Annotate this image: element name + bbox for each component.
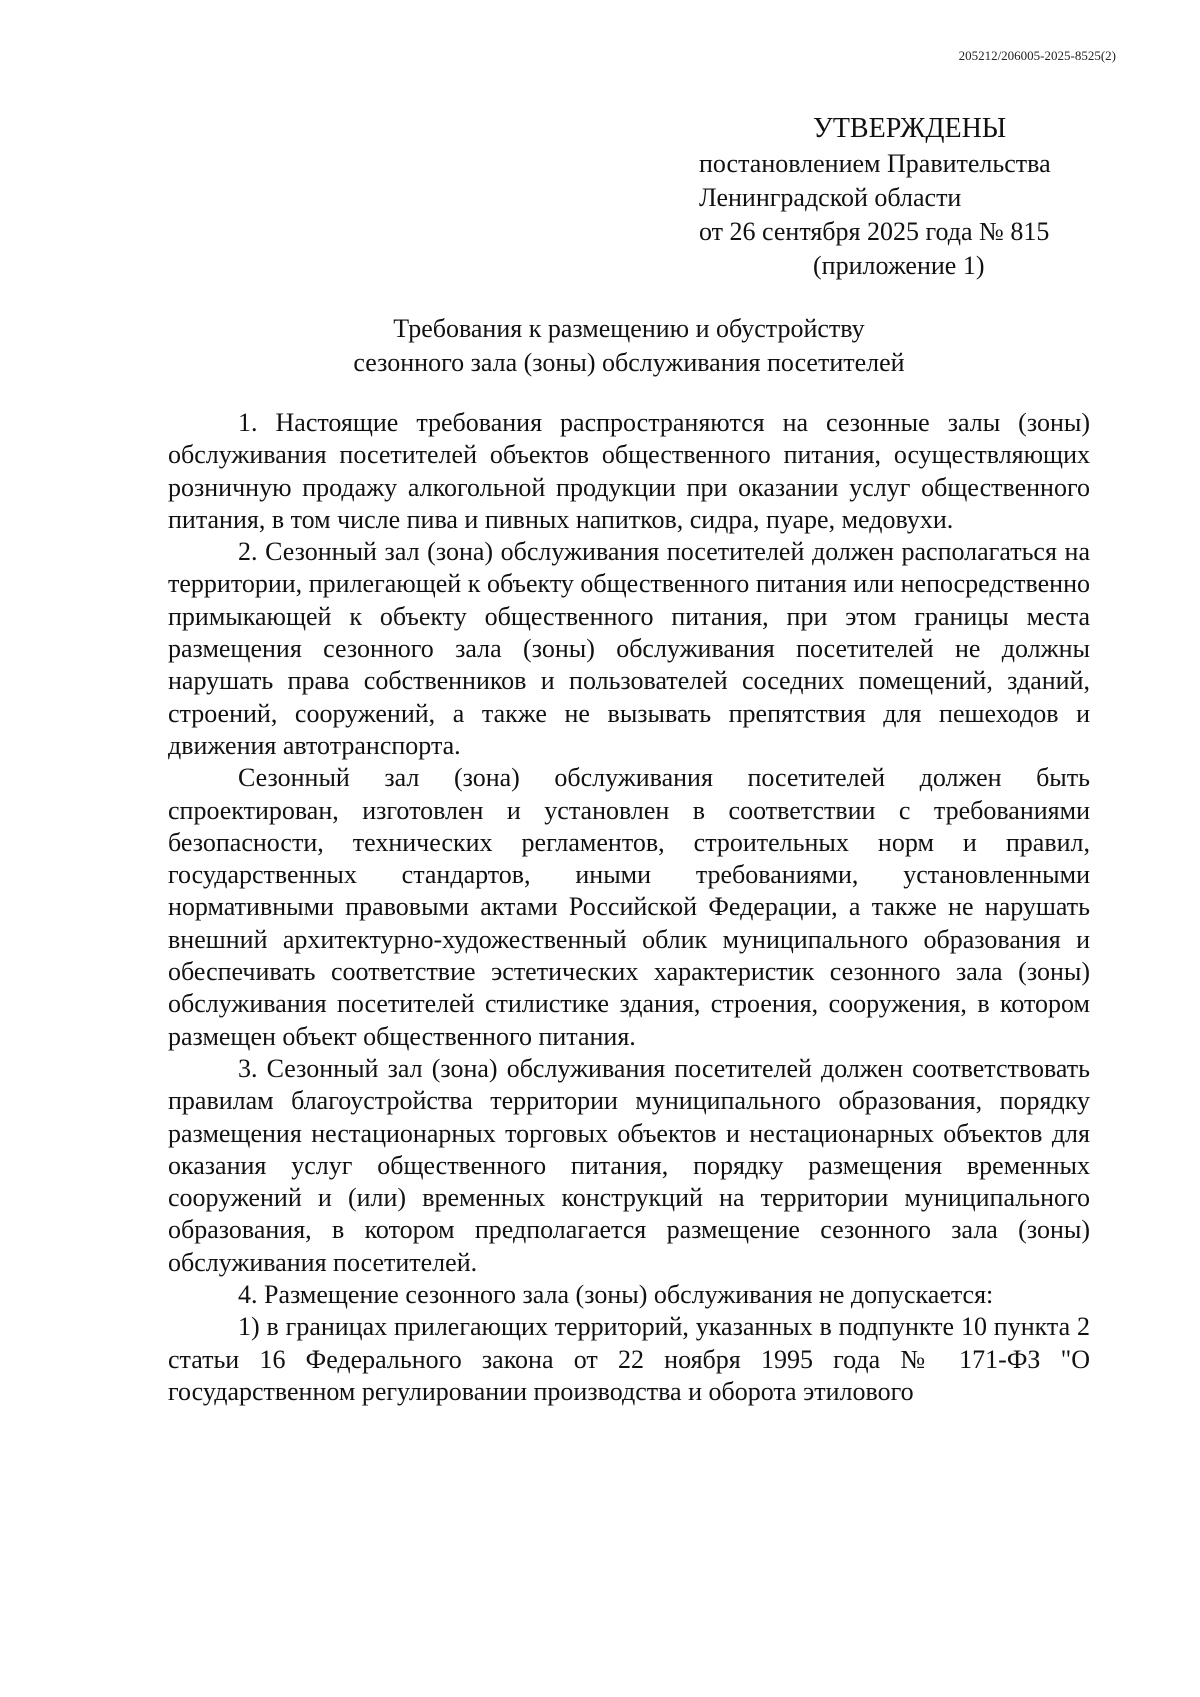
approval-date-line: от 26 сентября 2025 года № 815 bbox=[699, 217, 1050, 246]
paragraph-4: 4. Размещение сезонного зала (зоны) обслуживания не допускается: bbox=[238, 1280, 994, 1310]
document-body bbox=[168, 407, 1090, 1408]
paragraph-4-item-1: 1) в границах прилегающих территорий, указанных в подпункте 10 пункта 2 статьи 16 Федерального закона от 22 ноября 1995 года № 171-ФЗ "О государственном регулировании производства и оборота этилового bbox=[168, 1312, 1090, 1406]
paragraph-2: 2. Сезонный зал (зона) обслуживания посетителей должен располагаться на территории, прилегающей к объекту общественного питания или непосредственно примыкающей к объекту общественного питания, при этом границы места размещения сезонного зала (зоны) обслуживания посетителей не должны нарушать права собственников и пользователей соседних помещений, зданий, строений, сооружений, а также не вызывать препятствия для пешеходов и движения автотранспорта. bbox=[168, 537, 1090, 760]
approval-region-line: Ленинградской области bbox=[699, 183, 962, 212]
document-title-line-2: сезонного зала (зоны) обслуживания посетителей bbox=[353, 348, 905, 377]
paragraph-2-continued: Сезонный зал (зона) обслуживания посетителей должен быть спроектирован, изготовлен и установлен в соответствии с требованиями безопасности, технических регламентов, строительных норм и правил, государственных стандартов, иными требованиями, установленными нормативными правовыми актами Российской Федерации, а также не нарушать внешний архитектурно-художественный облик муниципального образования и обеспечивать соответствие эстетических характеристик сезонного зала (зоны) обслуживания посетителей стилистике здания, строения, сооружения, в котором размещен объект общественного питания. bbox=[168, 763, 1090, 1051]
approval-resolution-line: постановлением Правительства bbox=[699, 149, 1051, 178]
document-title-line-1: Требования к размещению и обустройству bbox=[393, 314, 865, 343]
approval-block bbox=[699, 112, 1119, 283]
appendix-label: (приложение 1) bbox=[813, 251, 985, 280]
registration-number: 205212/206005-2025-8525(2) bbox=[958, 48, 1116, 63]
paragraph-3: 3. Сезонный зал (зона) обслуживания посетителей должен соответствовать правилам благоустройства территории муниципального образования, порядку размещения нестационарных торговых объектов и нестационарных объектов для оказания услуг общественного питания, порядку размещения временных сооружений и (или) временных конструкций на территории муниципального образования, в котором предполагается размещение сезонного зала (зоны) обслуживания посетителей. bbox=[168, 1053, 1090, 1277]
approved-heading: УТВЕРЖДЕНЫ bbox=[813, 113, 1007, 144]
document-title bbox=[168, 312, 1090, 380]
paragraph-1: 1. Настоящие требования распространяются на сезонные залы (зоны) обслуживания посетителей объектов общественного питания, осуществляющих розничную продажу алкогольной продукции при оказании услуг общественного питания, в том числе пива и пивных напитков, сидра, пуаре, медовухи. bbox=[168, 408, 1090, 534]
